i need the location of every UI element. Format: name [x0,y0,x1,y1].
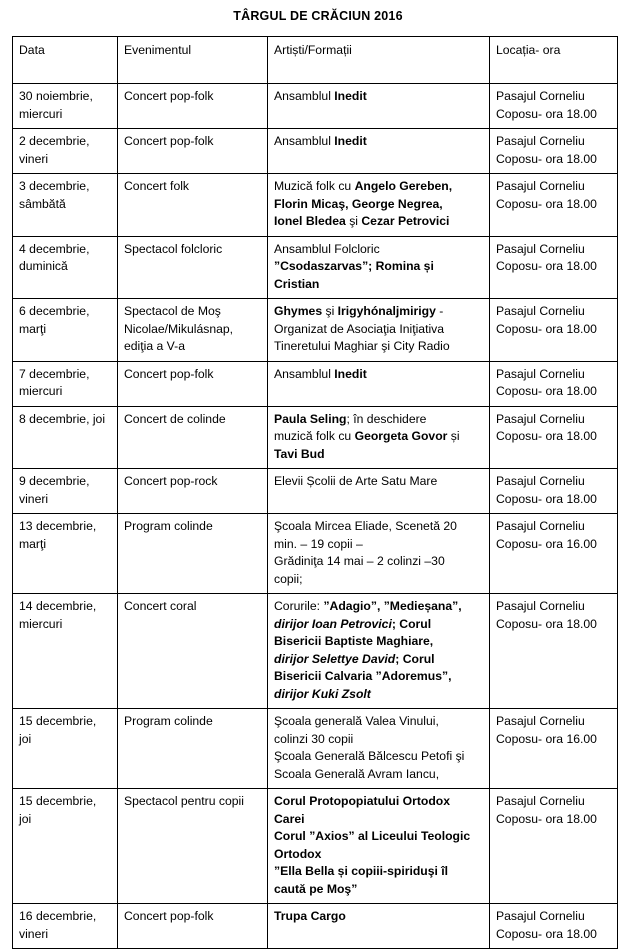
cell-locatia-line: Pasajul Corneliu [496,794,585,808]
cell-artisti [268,236,490,299]
text-run: muzică folk cu [274,429,355,443]
cell-data-line: vineri [19,151,49,166]
text-run: ; în deschidere [346,411,427,426]
cell-eveniment [118,904,268,949]
cell-data [13,514,118,594]
text-run: Şcoala Generală Bălcescu Petofi şi [274,749,465,763]
cell-data-line: marţi [19,321,47,336]
text-run: Bisericii Calvaria ”Adoremus”, [274,669,452,683]
table-row [13,904,618,949]
table-row [13,174,618,237]
cell-eveniment-line: Concert pop-folk [124,89,214,103]
cell-locatia-line: Pasajul Corneliu [496,241,585,256]
cell-data [13,789,118,904]
cell-data [13,469,118,514]
cell-locatia-line: Coposu- ora 18.00 [496,811,597,826]
cell-artisti-line [274,651,483,669]
cell-data-line: 2 decembrie, [19,134,90,148]
text-run: Ansamblul Folcloric [274,241,380,256]
table-header-row [13,37,618,84]
page-title: TÂRGUL DE CRĂCIUN 2016 [233,9,403,23]
column-header-artisti: Artiști/Formații [268,37,490,84]
cell-eveniment-line: Concert pop-rock [124,474,218,488]
cell-locatia-line: Pasajul Corneliu [496,519,585,533]
cell-data-line: miercuri [19,106,63,121]
cell-eveniment [118,236,268,299]
cell-data-line: miercuri [19,616,63,631]
text-run: ”Ella Bella și copiii-spiriduşi îl [274,864,449,878]
cell-eveniment [118,469,268,514]
cell-locatia-line: Pasajul Corneliu [496,474,585,488]
cell-locatia-line: Coposu- ora 18.00 [496,321,597,336]
cell-locatia-line: Pasajul Corneliu [496,599,585,613]
cell-locatia-line: Pasajul Corneliu [496,411,585,426]
column-header-locatia: Locația- ora [490,37,618,84]
cell-eveniment [118,174,268,237]
cell-artisti [268,904,490,949]
cell-locatia [490,406,618,469]
text-run: Corurile: [274,599,324,613]
cell-eveniment-line: ediţia a V-a [124,339,185,353]
cell-artisti-line [274,766,483,784]
cell-artisti [268,299,490,362]
cell-artisti-line [274,446,483,464]
cell-locatia-line: Coposu- ora 18.00 [496,151,597,166]
text-run: Şcoala Mircea Eliade, Scenetă 20 [274,519,457,533]
cell-data-line: 15 decembrie, [19,794,97,808]
cell-artisti [268,514,490,594]
cell-artisti-line [274,473,483,491]
cell-locatia [490,174,618,237]
cell-artisti-line [274,276,483,294]
cell-artisti-line [274,748,483,766]
cell-locatia [490,299,618,362]
cell-locatia [490,361,618,406]
cell-artisti [268,709,490,789]
cell-artisti-line [274,321,483,339]
text-run: ; [391,616,400,631]
table-row [13,709,618,789]
cell-data-line: joi [19,811,32,826]
cell-locatia-line: Pasajul Corneliu [496,304,585,318]
cell-data-line: vineri [19,491,49,506]
text-run: Cristian [274,276,320,291]
text-run: Ortodox [274,846,322,861]
cell-locatia-line: Coposu- ora 18.00 [496,259,597,273]
text-run: Angelo Gereben, [354,179,453,193]
cell-artisti-line [274,133,483,151]
cell-eveniment-line: Concert pop-folk [124,909,214,923]
cell-data-line: 6 decembrie, [19,304,90,318]
text-run: colinzi 30 copii [274,731,354,746]
table-row [13,129,618,174]
text-run: Ansamblul [274,366,335,381]
text-run: Elevii Școlii de Arte Satu Mare [274,474,438,488]
text-run: Organizat de Asociaţia Iniţiativa [274,321,445,336]
table-row [13,789,618,904]
cell-data-line: 8 decembrie, joi [19,411,106,426]
text-run: ; [395,651,403,666]
cell-eveniment [118,299,268,362]
cell-data-line: 15 decembrie, [19,714,97,728]
text-run: Corul [399,616,432,631]
text-run: Ansamblul [274,89,335,103]
cell-artisti-line [274,196,483,214]
cell-locatia-line: Coposu- ora 18.00 [496,926,597,941]
text-run: Ansamblul [274,134,335,148]
cell-locatia [490,129,618,174]
cell-eveniment-line: Spectacol de Moş [124,304,221,318]
cell-artisti-line [274,793,483,811]
cell-locatia [490,904,618,949]
cell-artisti-line [274,241,483,259]
cell-locatia [490,469,618,514]
cell-data [13,236,118,299]
cell-data [13,406,118,469]
cell-locatia-line: Pasajul Corneliu [496,714,585,728]
text-run: Ghymes [274,304,326,318]
cell-artisti-line [274,178,483,196]
cell-eveniment [118,514,268,594]
cell-eveniment-line: Program colinde [124,714,213,728]
cell-data-line: joi [19,731,32,746]
cell-data-line: 9 decembrie, [19,474,90,488]
text-run: Inedit [334,89,367,103]
cell-locatia-line: Coposu- ora 18.00 [496,384,597,398]
cell-locatia [490,709,618,789]
text-run: Corul [402,651,435,666]
cell-artisti [268,594,490,709]
cell-artisti [268,789,490,904]
cell-artisti-line [274,731,483,749]
text-run: dirijor Kuki Zsolt [274,686,371,701]
cell-data [13,361,118,406]
cell-data-line: 16 decembrie, [19,909,97,923]
text-run: Georgeta Govor [354,429,451,443]
cell-locatia-line: Coposu- ora 18.00 [496,491,597,506]
cell-artisti-line [274,881,483,899]
cell-artisti-line [274,571,483,589]
cell-artisti [268,174,490,237]
cell-artisti-line [274,713,483,731]
cell-artisti-line [274,411,483,429]
cell-eveniment [118,594,268,709]
table-row [13,299,618,362]
cell-eveniment-line: Spectacol pentru copii [124,794,244,808]
text-run: Tineretului Maghiar şi City Radio [274,339,450,353]
text-run: Inedit [334,134,367,148]
cell-eveniment-line: Concert folk [124,179,190,193]
cell-eveniment [118,84,268,129]
cell-artisti-line [274,536,483,554]
cell-data-line: miercuri [19,384,63,398]
cell-data [13,904,118,949]
cell-eveniment [118,789,268,904]
column-header-eveniment: Evenimentul [118,37,268,84]
text-run: Şcoala generală Valea Vinului, [274,714,439,728]
cell-artisti-line [274,338,483,356]
cell-locatia [490,789,618,904]
cell-artisti [268,469,490,514]
cell-artisti-line [274,598,483,616]
table-row [13,406,618,469]
text-run: şi [325,304,338,318]
text-run: caută pe Moş” [274,881,358,896]
cell-artisti-line [274,616,483,634]
text-run: Bisericii Baptiste Maghiare, [274,634,434,648]
cell-eveniment [118,129,268,174]
text-run: Irigyhónaljmirigy [337,304,440,318]
cell-eveniment [118,709,268,789]
table-row [13,84,618,129]
text-run: Florin Micaş, George Negrea, [274,196,443,211]
cell-data-line: marţi [19,536,47,551]
cell-locatia-line: Coposu- ora 18.00 [496,106,597,121]
cell-data [13,709,118,789]
cell-artisti-line [274,633,483,651]
cell-locatia-line: Pasajul Corneliu [496,366,585,381]
text-run: Carei [274,811,305,826]
cell-locatia-line: Coposu- ora 18.00 [496,616,597,631]
table-row [13,236,618,299]
cell-locatia [490,236,618,299]
cell-data-line: 13 decembrie, [19,519,97,533]
text-run: Muzică folk cu [274,179,355,193]
cell-data [13,594,118,709]
cell-artisti-line [274,518,483,536]
cell-artisti-line [274,686,483,704]
cell-artisti-line [274,303,483,321]
cell-data-line: sâmbătă [19,196,66,211]
cell-eveniment-line: Nicolae/Mikulásnap, [124,321,234,336]
cell-eveniment-line: Program colinde [124,519,213,533]
cell-locatia-line: Coposu- ora 16.00 [496,536,597,551]
cell-data [13,174,118,237]
text-run: Grădiniţa 14 mai – 2 colinzi –30 [274,554,445,568]
cell-eveniment-line: Concert coral [124,599,197,613]
cell-data-line: 30 noiembrie, [19,89,93,103]
cell-artisti-line [274,811,483,829]
table-row [13,361,618,406]
text-run: ”Csodaszarvas”; Romina și [274,259,434,273]
column-header-data: Data [13,37,118,84]
cell-data-line: 3 decembrie, [19,179,90,193]
cell-data-line: vineri [19,926,49,941]
cell-eveniment-line: Spectacol folcloric [124,241,223,256]
cell-data [13,84,118,129]
cell-data-line: duminică [19,259,68,273]
cell-data [13,299,118,362]
cell-data-line: 14 decembrie, [19,599,97,613]
cell-locatia [490,84,618,129]
cell-locatia-line: Coposu- ora 18.00 [496,196,597,211]
text-run: dirijor Selettye David [274,651,396,666]
text-run: - [439,304,444,318]
document-page [0,8,630,941]
cell-locatia [490,514,618,594]
cell-artisti [268,361,490,406]
table-row [13,469,618,514]
cell-locatia-line: Coposu- ora 18.00 [496,429,597,443]
text-run: Tavi Bud [274,446,325,461]
cell-artisti-line [274,863,483,881]
text-run: Cezar Petrovici [361,214,450,228]
text-run: Corul ”Axios” al Liceului Teologic [274,829,471,843]
cell-locatia-line: Pasajul Corneliu [496,134,585,148]
cell-artisti-line [274,428,483,446]
cell-eveniment [118,361,268,406]
cell-artisti-line [274,828,483,846]
text-run: Scoala Generală Avram Iancu, [274,766,440,781]
text-run: Trupa Cargo [274,909,346,923]
text-run: Ionel Bledea [274,214,350,228]
cell-eveniment-line: Concert pop-folk [124,134,214,148]
cell-data-line: 4 decembrie, [19,241,90,256]
text-run: min. – 19 copii – [274,536,363,551]
cell-artisti-line [274,908,483,926]
table-body [13,37,618,949]
cell-data [13,129,118,174]
text-run: Inedit [334,366,367,381]
christmas-market-schedule-table [12,36,618,949]
text-run: Corul Protopopiatului Ortodox [274,794,451,808]
table-row [13,514,618,594]
cell-artisti-line [274,668,483,686]
cell-eveniment-line: Concert pop-folk [124,366,214,381]
cell-artisti-line [274,846,483,864]
cell-artisti-line [274,366,483,384]
cell-eveniment-line: Concert de colinde [124,411,226,426]
table-row [13,594,618,709]
cell-locatia-line: Pasajul Corneliu [496,179,585,193]
cell-artisti-line [274,553,483,571]
cell-artisti [268,406,490,469]
cell-artisti-line [274,88,483,106]
cell-locatia-line: Pasajul Corneliu [496,89,585,103]
cell-eveniment [118,406,268,469]
cell-artisti-line [274,213,483,231]
cell-artisti-line [274,258,483,276]
text-run: ”Adagio”, ”Medieșana”, [323,599,462,613]
text-run: copii; [274,571,303,586]
text-run: și [450,429,460,443]
cell-artisti [268,129,490,174]
cell-data-line: 7 decembrie, [19,366,90,381]
cell-locatia-line: Pasajul Corneliu [496,909,585,923]
cell-locatia-line: Coposu- ora 16.00 [496,731,597,746]
text-run: şi [349,214,362,228]
cell-locatia [490,594,618,709]
cell-artisti [268,84,490,129]
text-run: Paula Seling [274,411,347,426]
text-run: dirijor Ioan Petrovici [274,616,392,631]
